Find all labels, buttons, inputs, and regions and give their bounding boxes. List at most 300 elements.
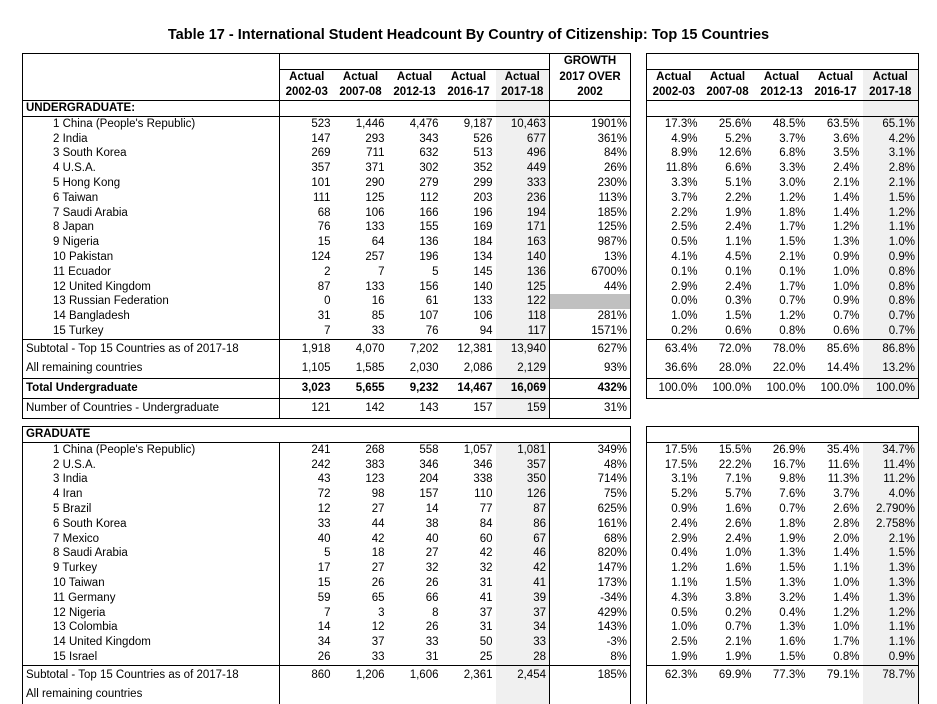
share-cell: 3.5%	[833, 147, 860, 160]
table-row	[23, 576, 631, 591]
share-cell: 0.2%	[725, 606, 752, 619]
rank-number: 4	[53, 488, 60, 501]
row-label	[23, 635, 280, 650]
share-cell: 1.0%	[833, 280, 860, 293]
share-cell: 17.5%	[647, 458, 701, 473]
share-cell: 1.0%	[833, 265, 860, 278]
count-cell: 526	[473, 132, 493, 145]
count-cell: 302	[419, 162, 439, 175]
row-label	[23, 146, 280, 161]
count-cell: 84	[479, 517, 493, 530]
share-cell: 12.6%	[718, 147, 752, 160]
share-cell: 14.4%	[809, 359, 863, 379]
rank-number: 9	[53, 562, 60, 575]
row-label	[23, 606, 280, 621]
share-row	[647, 487, 919, 502]
share-cell: 4.5%	[725, 250, 752, 263]
count-cell: 76	[317, 221, 331, 234]
count-cell: 346	[419, 458, 439, 471]
growth-cell: 349%	[550, 442, 631, 457]
rank-number: 13	[53, 295, 66, 308]
count-cell: 352	[473, 162, 493, 175]
row-label	[23, 517, 280, 532]
count-cell: 343	[419, 132, 439, 145]
count-cell: 66	[425, 591, 439, 604]
count-cell: 371	[365, 162, 385, 175]
share-row	[647, 517, 919, 532]
share-cell: 1.8%	[779, 206, 806, 219]
table-row	[23, 650, 631, 665]
row-label	[23, 532, 280, 547]
col-header-year: 2017-18	[496, 85, 550, 101]
count-cell: 87	[317, 280, 331, 293]
count-cell: 107	[419, 310, 439, 323]
count-cell: 17	[317, 562, 331, 575]
count-cell: 37	[371, 636, 385, 649]
count-cell: 145	[473, 265, 493, 278]
rank-number: 13	[53, 621, 66, 634]
share-cell: 2.0%	[833, 532, 860, 545]
growth-header-line2: 2017 OVER	[550, 70, 631, 86]
count-cell: 9,187	[463, 117, 493, 130]
share-cell: 72.0%	[718, 342, 752, 355]
row-label	[23, 265, 280, 280]
count-cell: 2,086	[442, 359, 496, 379]
share-cell: 2.9%	[647, 280, 701, 295]
count-cell: 77	[479, 502, 493, 515]
table-row	[23, 546, 631, 561]
country-name: Bangladesh	[69, 310, 130, 323]
share-cell: 100.0%	[863, 378, 919, 398]
growth-cell: 44%	[550, 280, 631, 295]
share-row	[647, 116, 919, 131]
share-cell: 1.0%	[833, 576, 860, 589]
row-label	[23, 161, 280, 176]
country-name: Israel	[69, 650, 98, 663]
count-cell: 123	[365, 473, 385, 486]
count-cell: 3	[378, 606, 385, 619]
col-header-year: 2016-17	[442, 85, 496, 101]
count-cell: 98	[371, 488, 385, 501]
share-cell: 3.3%	[779, 162, 806, 175]
count-cell: 8	[432, 606, 439, 619]
share-cell: 78.7%	[863, 665, 919, 685]
count-cell: 27	[371, 502, 385, 515]
share-cell: 62.3%	[647, 665, 701, 685]
count-cell: 1,206	[355, 668, 385, 681]
count-cell: 257	[365, 250, 385, 263]
share-header-actual: Actual	[647, 70, 701, 86]
rank-number: 3	[53, 473, 60, 486]
rank-number: 1	[53, 117, 60, 130]
share-cell: 17.3%	[647, 116, 701, 131]
share-header-year: 2012-13	[755, 85, 809, 101]
count-cell: 44	[371, 517, 385, 530]
subtotal-share-row	[647, 339, 919, 359]
count-cell: 143	[388, 398, 442, 418]
share-cell: 11.8%	[647, 161, 701, 176]
growth-cell: 68%	[550, 532, 631, 547]
count-cell: 204	[419, 473, 439, 486]
share-cell: 4.3%	[647, 591, 701, 606]
share-row	[647, 532, 919, 547]
table-row	[23, 116, 631, 131]
share-row	[647, 176, 919, 191]
count-cell: 147	[311, 132, 331, 145]
share-cell: 2.4%	[725, 221, 752, 234]
country-name: United Kingdom	[69, 636, 151, 649]
count-cell: 7	[324, 606, 331, 619]
count-cell: 33	[496, 635, 550, 650]
count-cell: 156	[419, 280, 439, 293]
count-cell: 86	[496, 517, 550, 532]
share-cell: 2.2%	[647, 206, 701, 221]
count-cell: 1,446	[355, 117, 385, 130]
remaining-row	[23, 359, 631, 379]
country-name: Mexico	[62, 532, 100, 545]
share-cell: 22.0%	[755, 359, 809, 379]
count-cell: 293	[365, 132, 385, 145]
count-cell: 1,057	[463, 443, 493, 456]
share-cell: 1.7%	[779, 280, 806, 293]
count-cell: 290	[365, 176, 385, 189]
share-cell: 34.7%	[863, 442, 919, 457]
subtotal-row	[23, 665, 631, 685]
count-cell: 13,940	[496, 339, 550, 359]
share-cell: 0.3%	[725, 295, 752, 308]
country-name: U.S.A.	[62, 458, 96, 471]
count-cell: 4,070	[355, 342, 385, 355]
count-cell: 34	[496, 620, 550, 635]
count-cell: 157	[419, 488, 439, 501]
share-cell: 16.7%	[772, 458, 806, 471]
count-cell: 27	[425, 547, 439, 560]
share-cell: 1.0%	[863, 235, 919, 250]
count-cell: 236	[496, 191, 550, 206]
count-cell: 43	[317, 473, 331, 486]
share-cell: 1.2%	[833, 606, 860, 619]
share-cell: 100.0%	[755, 378, 809, 398]
share-cell: 11.4%	[863, 458, 919, 473]
table-row	[23, 606, 631, 621]
count-cell: 523	[311, 117, 331, 130]
row-label: Subtotal - Top 15 Countries as of 2017-18	[23, 665, 280, 685]
count-cell: 632	[419, 147, 439, 160]
count-cell: 12	[371, 621, 385, 634]
count-cell: 133	[365, 221, 385, 234]
count-cell: 7	[378, 265, 385, 278]
row-label	[23, 176, 280, 191]
share-cell: 0.1%	[725, 265, 752, 278]
share-cell: 3.7%	[779, 132, 806, 145]
share-cell: 2.758%	[863, 517, 919, 532]
share-cell: 1.5%	[779, 236, 806, 249]
rank-number: 4	[53, 162, 60, 175]
graduate-counts-table	[22, 426, 631, 704]
share-cell: 2.4%	[833, 162, 860, 175]
country-name: Turkey	[62, 562, 98, 575]
country-name: Taiwan	[68, 576, 105, 589]
count-cell: 2,030	[388, 359, 442, 379]
share-header-year: 2017-18	[863, 85, 919, 101]
count-cell: 31	[317, 310, 331, 323]
count-cell: 7	[280, 324, 334, 339]
count-cell: 242	[311, 458, 331, 471]
count-cell: 125	[496, 280, 550, 295]
count-cell: 269	[311, 147, 331, 160]
col-header-actual: Actual	[388, 70, 442, 86]
col-header-year: 2002-03	[280, 85, 334, 101]
share-cell: 1.7%	[779, 221, 806, 234]
growth-cell: 8%	[550, 650, 631, 665]
share-row	[647, 546, 919, 561]
growth-cell: -34%	[550, 591, 631, 606]
rank-number: 10	[53, 576, 66, 589]
count-cell: 279	[419, 176, 439, 189]
growth-cell: 361%	[550, 132, 631, 147]
growth-header-line3: 2002	[550, 85, 631, 101]
count-cell: 14	[425, 502, 439, 515]
count-cell: 26	[425, 576, 439, 589]
count-cell: 124	[311, 250, 331, 263]
row-label	[23, 650, 280, 665]
share-row	[647, 472, 919, 487]
count-cell: 163	[496, 235, 550, 250]
share-cell: 0.8%	[863, 294, 919, 309]
growth-cell: 93%	[550, 359, 631, 379]
count-cell: 32	[479, 562, 493, 575]
growth-cell: 147%	[550, 561, 631, 576]
share-cell: 48.5%	[772, 117, 806, 130]
share-cell: 6.6%	[725, 162, 752, 175]
share-cell: 4.1%	[647, 250, 701, 265]
country-name: United Kingdom	[69, 280, 151, 293]
row-label	[23, 116, 280, 131]
count-cell: 14,467	[442, 378, 496, 398]
share-cell: 6.8%	[779, 147, 806, 160]
count-cell: 1,105	[280, 359, 334, 379]
share-cell: 1.3%	[833, 236, 860, 249]
share-cell: 3.0%	[779, 176, 806, 189]
count-cell: 350	[496, 472, 550, 487]
table-row	[23, 458, 631, 473]
count-cell: 65	[371, 591, 385, 604]
growth-cell: 48%	[550, 458, 631, 473]
share-cell: 2.1%	[863, 176, 919, 191]
count-cell: 16,069	[496, 378, 550, 398]
count-cell: 34	[317, 636, 331, 649]
count-cell: 40	[425, 532, 439, 545]
count-cell: 42	[371, 532, 385, 545]
growth-cell: 1571%	[550, 324, 631, 339]
share-cell: 1.3%	[863, 576, 919, 591]
share-cell: 0.4%	[647, 546, 701, 561]
share-cell: 5.2%	[647, 487, 701, 502]
col-header-actual: Actual	[334, 70, 388, 86]
rank-number: 7	[53, 532, 60, 545]
share-cell: 1.3%	[863, 591, 919, 606]
country-name: Nigeria	[62, 236, 100, 249]
rank-number: 1	[53, 443, 60, 456]
share-header-actual: Actual	[701, 70, 755, 86]
country-name: Iran	[62, 488, 83, 501]
count-cell: 140	[496, 250, 550, 265]
rank-number: 14	[53, 636, 66, 649]
table-row	[23, 176, 631, 191]
share-cell: 2.5%	[647, 220, 701, 235]
share-cell: 0.7%	[863, 309, 919, 324]
share-row	[647, 235, 919, 250]
count-cell: 333	[496, 176, 550, 191]
share-cell: 2.8%	[833, 517, 860, 530]
share-cell: 28.0%	[701, 359, 755, 379]
share-cell: 1.4%	[833, 547, 860, 560]
count-cell: 169	[473, 221, 493, 234]
share-row	[647, 280, 919, 295]
count-cell: 122	[496, 294, 550, 309]
share-cell: 13.2%	[863, 359, 919, 379]
growth-cell: 1901%	[550, 116, 631, 131]
country-name: U.S.A.	[62, 162, 96, 175]
table-row	[23, 235, 631, 250]
count-cell: 346	[473, 458, 493, 471]
share-cell: 65.1%	[863, 116, 919, 131]
share-cell: 1.5%	[755, 650, 809, 665]
share-cell: 0.6%	[701, 324, 755, 339]
share-cell: 0.9%	[863, 650, 919, 665]
count-cell: 133	[473, 295, 493, 308]
count-cell: 14	[317, 621, 331, 634]
count-cell: 26	[280, 650, 334, 665]
rank-number: 6	[53, 191, 60, 204]
count-cell: 110	[474, 488, 493, 501]
count-cell: 28	[496, 650, 550, 665]
share-cell: 1.1%	[863, 620, 919, 635]
count-cell: 121	[280, 398, 334, 418]
growth-cell: 429%	[550, 606, 631, 621]
growth-header-line1: GROWTH	[550, 54, 631, 70]
count-cell: 118	[496, 309, 550, 324]
country-name: South Korea	[62, 147, 127, 160]
growth-cell: 6700%	[550, 265, 631, 280]
table-row	[23, 294, 631, 309]
count-cell: 194	[496, 206, 550, 221]
count-cell: 32	[425, 562, 439, 575]
share-cell: 1.3%	[779, 547, 806, 560]
count-cell: 101	[311, 176, 331, 189]
count-cell: 0	[324, 295, 331, 308]
rank-number: 12	[53, 606, 66, 619]
share-cell: 0.9%	[647, 502, 701, 517]
share-cell: 1.9%	[779, 532, 806, 545]
table-row	[23, 472, 631, 487]
count-cell: 42	[479, 547, 493, 560]
share-cell: 0.0%	[647, 294, 701, 309]
growth-cell: 185%	[550, 206, 631, 221]
count-cell: 42	[496, 561, 550, 576]
share-cell: 0.8%	[863, 280, 919, 295]
count-cell: 40	[317, 532, 331, 545]
count-cell: 10,463	[496, 116, 550, 131]
row-label	[23, 309, 280, 324]
share-cell: 2.6%	[833, 502, 860, 515]
country-name: China (People's Republic)	[62, 443, 196, 456]
growth-cell: 31%	[550, 398, 631, 418]
row-label	[23, 442, 280, 457]
share-cell: 1.1%	[725, 236, 752, 249]
share-cell: 2.4%	[647, 517, 701, 532]
subtotal-share-row	[647, 665, 919, 685]
count-cell: 33	[317, 517, 331, 530]
count-cell: 860	[311, 668, 331, 681]
count-cell: 106	[365, 206, 385, 219]
growth-cell: 820%	[550, 546, 631, 561]
share-row	[647, 265, 919, 280]
share-cell: 25.6%	[718, 117, 752, 130]
row-label	[23, 458, 280, 473]
rank-number: 12	[53, 280, 66, 293]
country-name: Hong Kong	[62, 176, 121, 189]
growth-cell: 625%	[550, 502, 631, 517]
count-cell: 27	[371, 562, 385, 575]
share-cell: 4.9%	[647, 132, 701, 147]
share-cell: 11.2%	[863, 472, 919, 487]
count-cell: 133	[365, 280, 385, 293]
share-cell: 4.0%	[863, 487, 919, 502]
count-cell: 496	[496, 146, 550, 161]
row-label	[23, 324, 280, 339]
row-label: Subtotal - Top 15 Countries as of 2017-18	[23, 339, 280, 359]
count-cell: 4,476	[409, 117, 439, 130]
share-cell: 1.2%	[833, 221, 860, 234]
rank-number: 10	[53, 250, 66, 263]
count-cell: 1,585	[334, 359, 388, 379]
share-cell: 63.5%	[826, 117, 860, 130]
share-cell: 1.7%	[833, 636, 860, 649]
growth-cell: 75%	[550, 487, 631, 502]
total-share-row	[647, 378, 919, 398]
row-label	[23, 191, 280, 206]
table-row	[23, 250, 631, 265]
share-cell: 1.5%	[779, 562, 806, 575]
count-cell: 9,232	[388, 378, 442, 398]
share-cell: 100.0%	[701, 378, 755, 398]
share-cell: 0.7%	[725, 621, 752, 634]
share-cell: 9.8%	[779, 473, 806, 486]
share-cell: 1.2%	[863, 606, 919, 621]
share-cell: 2.1%	[833, 176, 860, 189]
count-cell: 558	[419, 443, 439, 456]
share-cell: 1.4%	[833, 206, 860, 219]
count-cell: 59	[317, 591, 331, 604]
row-label	[23, 235, 280, 250]
rank-number: 3	[53, 147, 60, 160]
growth-cell: 714%	[550, 472, 631, 487]
count-cell: 125	[365, 191, 385, 204]
share-cell: 2.4%	[725, 280, 752, 293]
row-label	[23, 620, 280, 635]
share-cell: 0.8%	[863, 265, 919, 280]
share-cell: 63.4%	[647, 339, 701, 359]
growth-cell: 161%	[550, 517, 631, 532]
rank-number: 2	[53, 132, 60, 145]
country-name: South Korea	[62, 517, 127, 530]
share-cell: 5.1%	[725, 176, 752, 189]
graduate-shares-table	[646, 426, 919, 704]
count-cell: 64	[371, 236, 385, 249]
rank-number: 8	[53, 547, 60, 560]
col-header-year: 2007-08	[334, 85, 388, 101]
